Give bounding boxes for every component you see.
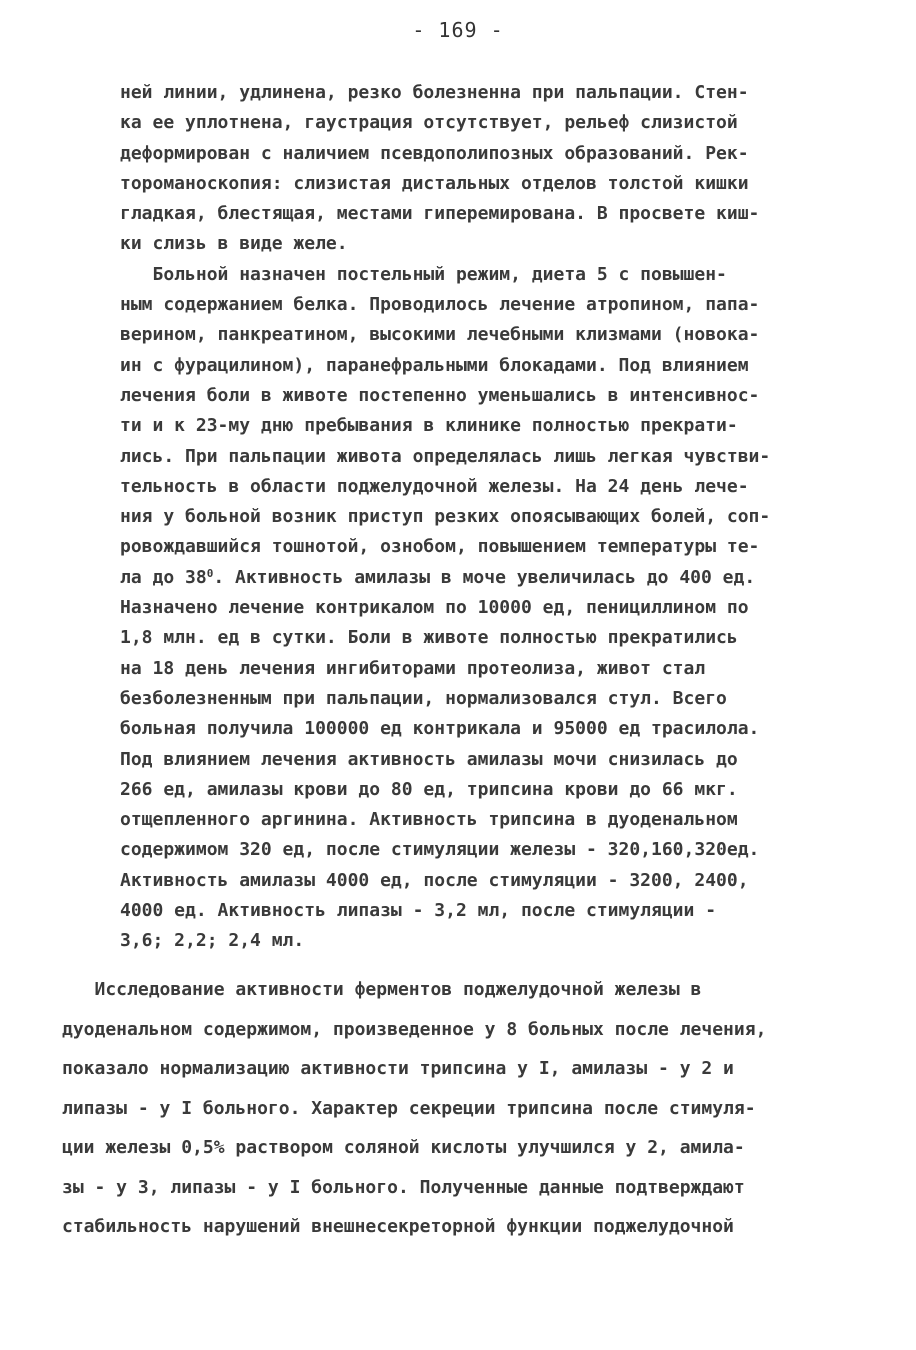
text-line: 3,6; 2,2; 2,4 мл. (120, 930, 305, 952)
text-line: ния у больной возник приступ резких опоясывающих болей, соп- (120, 506, 771, 528)
amylase-text: . Активность амилазы в моче увеличилась до 400 ед. (213, 566, 756, 588)
text-line: ней линии, удлинена, резко болезненна при пальпации. Стен- (120, 82, 749, 103)
text-line: на 18 день лечения ингибиторами протеолиза, живот стал (120, 657, 706, 679)
text-line: Больной назначен постельный режим, диета 5 с повышен- (120, 263, 727, 285)
text-line: ровождавшийся тошнотой, ознобом, повышением температуры те- (120, 536, 760, 558)
text-line: больная получила 100000 ед контрикала и 95000 ед трасилола. (120, 718, 760, 740)
text-line: лись. При пальпации живота определялась лишь легкая чувстви- (120, 445, 771, 467)
text-line: ин с фурацилином), паранефральными блокадами. Под влиянием (120, 354, 749, 376)
text-line: тельность в области поджелудочной железы. На 24 день лече- (120, 475, 749, 497)
text-line: верином, панкреатином, высокими лечебными клизмами (новока- (120, 324, 760, 346)
text-line: 4000 ед. Активность липазы - 3,2 мл, после стимуляции - (120, 900, 717, 922)
text-line: тороманоскопия: слизистая дистальных отделов толстой кишки (120, 172, 749, 194)
degree-superscript: 0 (206, 566, 214, 580)
text-line-temperature (120, 563, 850, 593)
text-line: 1,8 млн. ед в сутки. Боли в животе полностью прекратились (120, 627, 738, 649)
text-line: показало нормализацию активности трипсина у I, амилазы - у 2 и (62, 1058, 734, 1079)
text-line: стабильность нарушений внешнесекреторной функции поджелудочной (62, 1216, 734, 1237)
case-description-block (120, 78, 850, 957)
text-line: отщепленного аргинина. Активность трипсина в дуоденальном (120, 809, 738, 831)
text-line: 266 ед, амилазы крови до 80 ед, трипсина крови до 66 мкг. (120, 778, 738, 800)
text-line: Активность амилазы 4000 ед, после стимуляции - 3200, 2400, (120, 869, 749, 891)
text-line: ти и к 23-му дню пребывания в клинике полностью прекрати- (120, 415, 738, 437)
text-line: Под влиянием лечения активность амилазы мочи снизилась до (120, 748, 738, 770)
text-line: содержимом 320 ед, после стимуляции железы - 320,160,320ед. (120, 839, 760, 861)
text-line: липазы - у I больного. Характер секреции трипсина после стимуля- (62, 1097, 756, 1119)
text-line: ции железы 0,5% раствором соляной кислоты улучшился у 2, амила- (62, 1137, 745, 1158)
text-line: Исследование активности ферментов поджелудочной железы в (62, 979, 702, 1000)
text-line: ным содержанием белка. Проводилось лечение атропином, папа- (120, 294, 760, 316)
text-line: гладкая, блестящая, местами гиперемирована. В просвете киш- (120, 203, 760, 225)
temperature-text: ла до 38 (120, 566, 207, 588)
text-line: дуоденальном содержимом, произведенное у 8 больных после лечения, (62, 1018, 767, 1040)
page-number: - 169 - (412, 18, 504, 42)
text-line: лечения боли в животе постепенно уменьшались в интенсивнос- (120, 384, 760, 406)
text-line: безболезненным при пальпации, нормализовался стул. Всего (120, 687, 727, 709)
text-line: зы - у 3, липазы - у I больного. Полученные данные подтверждают (62, 1176, 745, 1198)
text-line: Назначено лечение контрикалом по 10000 ед, пенициллином по (120, 597, 749, 619)
text-line: ка ее уплотнена, гаустрация отсутствует, рельеф слизистой (120, 112, 738, 134)
study-results-paragraph (62, 970, 852, 1247)
text-line: ки слизь в виде желе. (120, 233, 348, 255)
text-line: деформирован с наличием псевдополипозных образований. Рек- (120, 142, 749, 164)
